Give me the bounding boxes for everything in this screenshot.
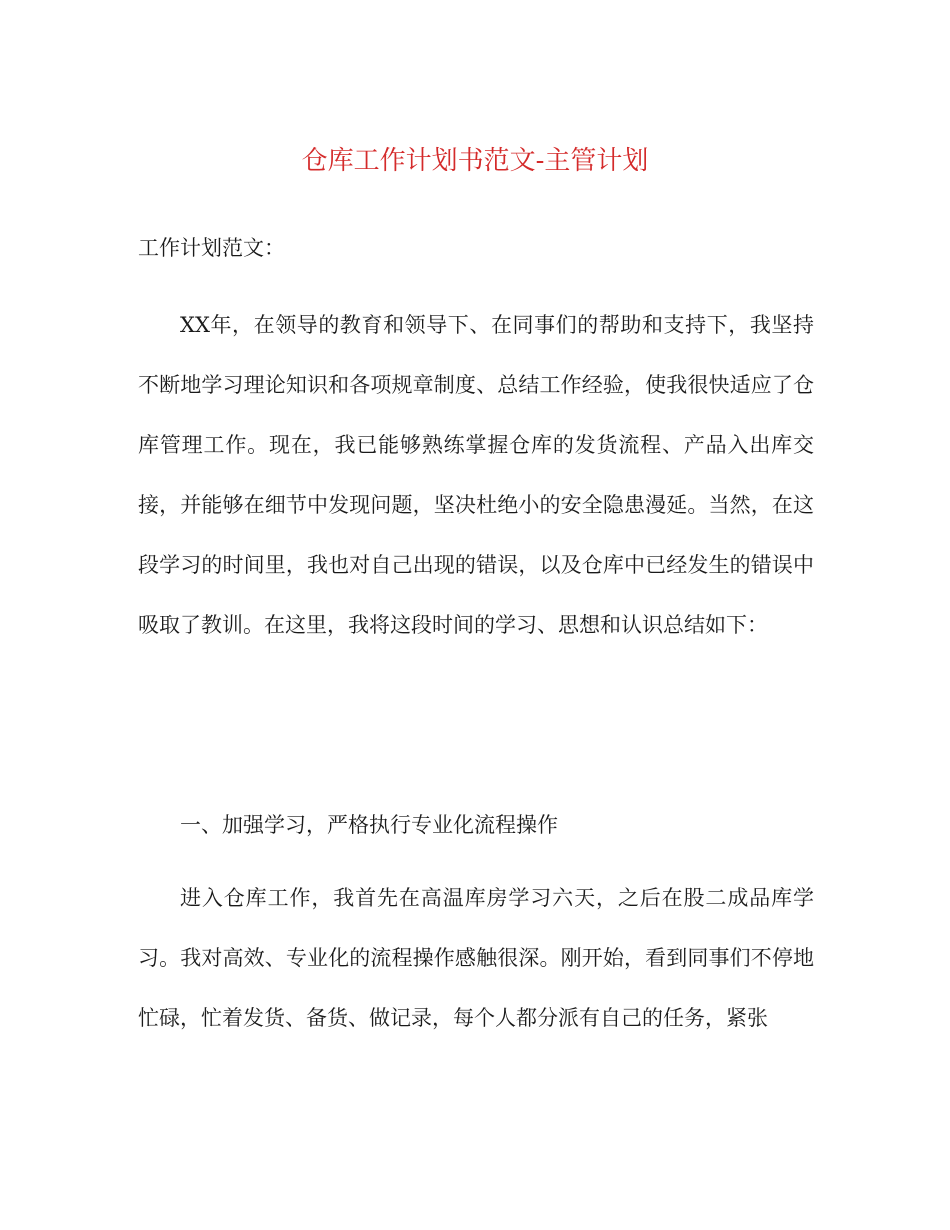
paragraph-section-1: 进入仓库工作，我首先在高温库房学习六天，之后在股二成品库学习。我对高效、专业化的流程操作感触很深。刚开始，看到同事们不停地忙碌，忙着发货、备货、做记录，每个人都分派有自己的任务，紧张 <box>138 886 814 1030</box>
section-heading-1: 一、加强学习，严格执行专业化流程操作 <box>180 813 558 837</box>
document-title: 仓库工作计划书范文-主管计划 <box>301 146 649 176</box>
paragraph-intro: XX年，在领导的教育和领导下、在同事们的帮助和支持下，我坚持不断地学习理论知识和各项规章制度、总结工作经验，使我很快适应了仓库管理工作。现在，我已能够熟练掌握仓库的发货流程、产品入出库交接，并能够在细节中发现问题，坚决杜绝小的安全隐患漫延。当然，在这段学习的时间里，我也对自己出现的错误，以及仓库中已经发生的错误中吸取了教训。在这里，我将这段时间的学习、思想和认识总结如下： <box>138 313 814 637</box>
intro-label: 工作计划范文： <box>138 236 285 260</box>
